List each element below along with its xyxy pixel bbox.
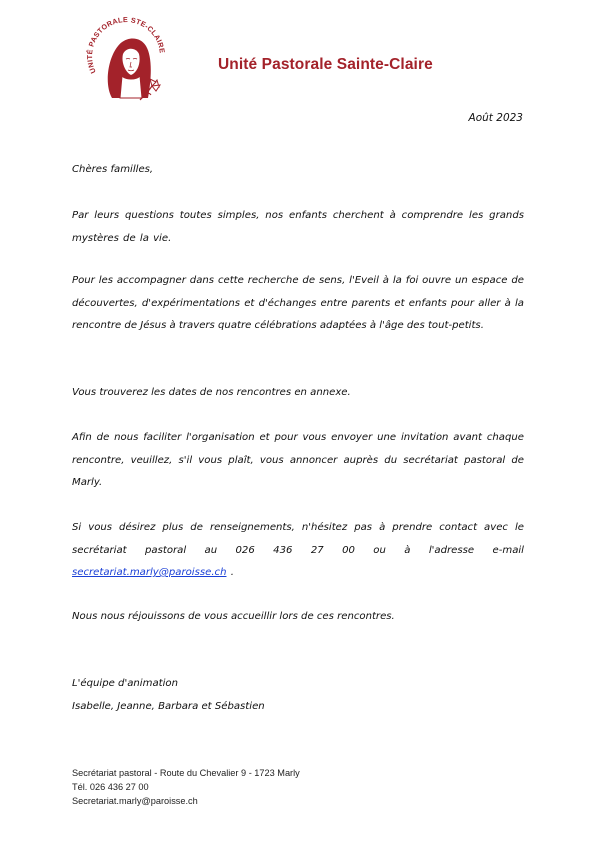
paragraph-3: Vous trouverez les dates de nos rencontres en annexe.	[72, 387, 351, 398]
paragraph-5	[72, 517, 524, 585]
salutation: Chères familles,	[72, 164, 154, 175]
paragraph-1: Par leurs questions toutes simples, nos enfants cherchent à comprendre les grands mystères de la vie.	[72, 210, 524, 244]
paragraph-2: Pour les accompagner dans cette recherche de sens, l'Eveil à la foi ouvre un espace de découvertes, d'expérimentations et d'échanges entre parents et enfants pour aller à la rencontre de Jésus à travers quatre célébrations adaptées à l'âge des tout-petits.	[72, 275, 524, 331]
footer-address: Secrétariat pastoral - Route du Chevalier 9 - 1723 Marly	[72, 768, 300, 778]
letter-date: Août 2023	[468, 112, 523, 124]
signature-names: Isabelle, Jeanne, Barbara et Sébastien	[72, 701, 265, 712]
parish-logo	[82, 14, 174, 106]
organization-title: Unité Pastorale Sainte-Claire	[218, 56, 433, 73]
signature-team: L'équipe d'animation	[72, 678, 178, 689]
secretariat-email-link[interactable]: secretariat.marly@paroisse.ch	[72, 567, 227, 578]
footer-phone: Tél. 026 436 27 00	[72, 782, 149, 792]
footer-contact	[72, 766, 300, 808]
paragraph-6: Nous nous réjouissons de vous accueillir lors de ces rencontres.	[72, 611, 395, 622]
footer-email: Secretariat.marly@paroisse.ch	[72, 796, 198, 806]
paragraph-5-end: .	[226, 567, 234, 578]
logo-ring-text: UNITÉ PASTORALE STE-CLAIRE	[85, 15, 167, 75]
paragraph-4: Afin de nous faciliter l'organisation et pour vous envoyer une invitation avant chaque rencontre, veuillez, s'il vous plaît, vous annoncer auprès du secrétariat pastoral de Marly.	[72, 432, 524, 488]
paragraph-5-text: Si vous désirez plus de renseignements, n'hésitez pas à prendre contact avec le secrétariat pastoral au 026 436 27 00 ou à l'adresse e-mail	[72, 522, 524, 556]
